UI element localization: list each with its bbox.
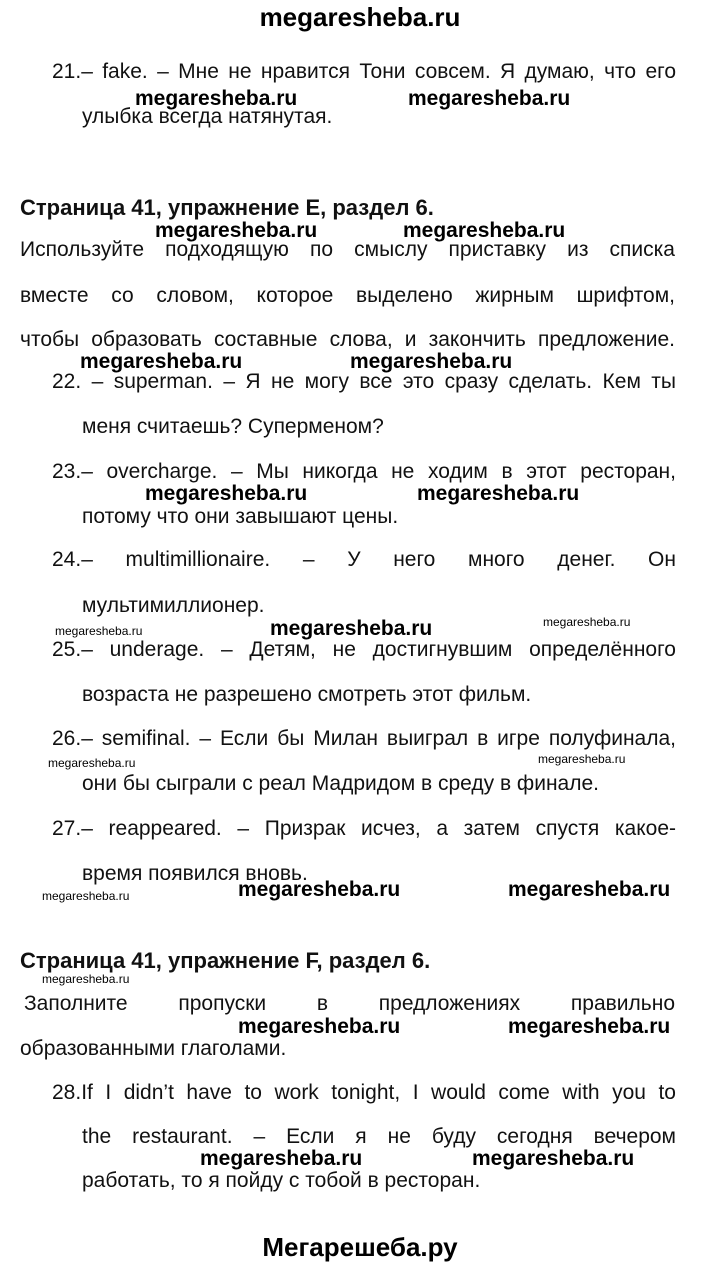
watermark: megaresheba.ru	[135, 87, 298, 110]
item-28-line-3: работать, то я пойду с тобой в ресторан.	[82, 1169, 481, 1192]
watermark: megaresheba.ru	[508, 878, 671, 901]
watermark: megaresheba.ru	[408, 87, 571, 110]
item-27-line-1: 27.– reappeared. – Призрак исчез, а затем спустя какое-	[52, 817, 676, 840]
item-24-line-1: 24.– multimillionaire. – У него много денег. Он	[52, 548, 676, 571]
item-26-line-2: они бы сыграли с реал Мадридом в среду в финале.	[82, 772, 599, 795]
section-e-instruction-line-3: чтобы образовать составные слова, и закончить предложение.	[20, 328, 675, 351]
section-e-heading: Страница 41, упражнение E, раздел 6.	[20, 195, 434, 220]
watermark-small: megaresheba.ru	[42, 972, 130, 986]
watermark-small: megaresheba.ru	[42, 889, 130, 903]
item-21-line-1: 21.– fake. – Мне не нравится Тони совсем. Я думаю, что его	[52, 60, 676, 83]
item-27-line-2: время появился вновь.	[82, 862, 308, 885]
section-f-instruction-line-2: образованными глаголами.	[20, 1037, 287, 1060]
watermark: megaresheba.ru	[155, 219, 318, 242]
item-26-line-1: 26.– semifinal. – Если бы Милан выиграл в игре полуфинала,	[52, 727, 676, 750]
item-28-line-1: 28.If I didn’t have to work tonight, I would come with you to	[52, 1081, 676, 1104]
site-footer: Мегарешеба.ру	[262, 1232, 458, 1262]
item-25-line-1: 25.– underage. – Детям, не достигнувшим определённого	[52, 638, 676, 661]
watermark: megaresheba.ru	[350, 350, 513, 373]
watermark: megaresheba.ru	[508, 1015, 671, 1038]
item-28-line-2: the restaurant. – Если я не буду сегодня вечером	[82, 1125, 676, 1148]
watermark: megaresheba.ru	[403, 219, 566, 242]
watermark: megaresheba.ru	[417, 482, 580, 505]
section-e-instruction-line-2: вместе со словом, которое выделено жирным шрифтом,	[20, 284, 675, 307]
item-24-line-2: мультимиллионер.	[82, 594, 265, 617]
watermark: megaresheba.ru	[270, 617, 433, 640]
watermark: megaresheba.ru	[238, 878, 401, 901]
site-header: megaresheba.ru	[259, 2, 461, 32]
watermark: megaresheba.ru	[145, 482, 308, 505]
section-e-instruction-line-1: Используйте подходящую по смыслу приставку из списка	[20, 238, 675, 261]
section-f-heading: Страница 41, упражнение F, раздел 6.	[20, 948, 431, 973]
watermark: megaresheba.ru	[238, 1015, 401, 1038]
watermark: megaresheba.ru	[200, 1147, 363, 1170]
watermark-small: megaresheba.ru	[48, 756, 136, 770]
item-25-line-2: возраста не разрешено смотреть этот фильм.	[82, 683, 532, 706]
item-22-line-2: меня считаешь? Суперменом?	[82, 415, 384, 438]
item-23-line-1: 23.– overcharge. – Мы никогда не ходим в этот ресторан,	[52, 460, 676, 483]
section-f-instruction-line-1: Заполните пропуски в предложениях правильно	[24, 992, 675, 1015]
item-23-line-2: потому что они завышают цены.	[82, 505, 399, 528]
watermark-small: megaresheba.ru	[543, 615, 631, 629]
watermark: megaresheba.ru	[472, 1147, 635, 1170]
item-21-line-2: улыбка всегда натянутая.	[82, 105, 333, 128]
item-22-line-1: 22. – superman. – Я не могу все это сразу сделать. Кем ты	[52, 370, 676, 393]
watermark: megaresheba.ru	[80, 350, 243, 373]
watermark-small: megaresheba.ru	[538, 752, 626, 766]
watermark-small: megaresheba.ru	[55, 624, 143, 638]
